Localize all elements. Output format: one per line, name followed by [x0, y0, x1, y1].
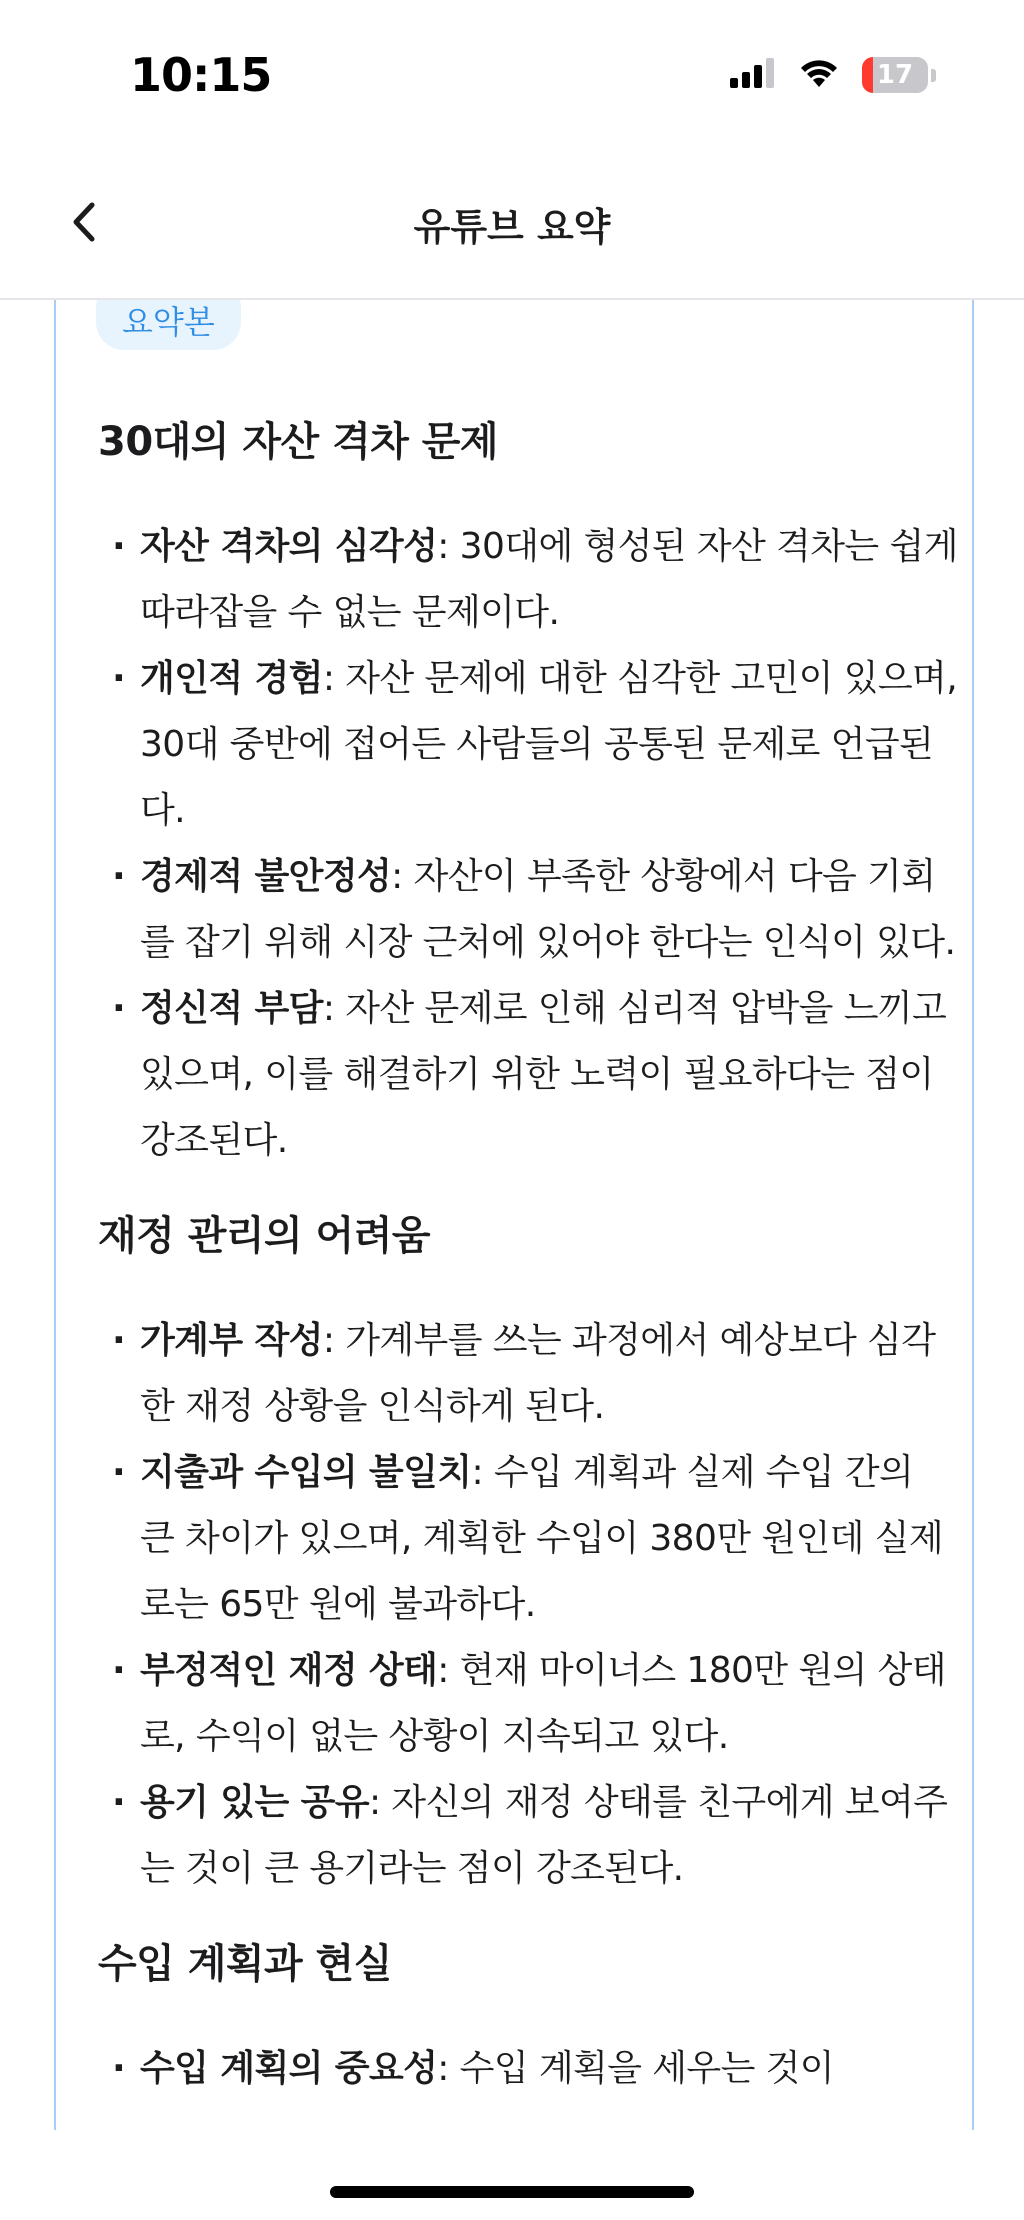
wifi-icon	[798, 57, 840, 93]
bullet-term: 경제적 불안정성	[140, 856, 392, 897]
navigation-bar	[0, 150, 1024, 300]
status-icons	[730, 52, 936, 98]
bullet-text: : 자산 문제로 인해 심리적 압박을 느끼고 있으며, 이를 해결하기 위한 노력이 필요하다는 점이 강조된다.	[140, 988, 947, 1161]
bullet-item: · 수입 계획의 중요성: 수입 계획을 세우는 것이	[112, 2048, 834, 2089]
summary-body	[98, 408, 958, 2130]
bullet-item: · 경제적 불안정성: 자산이 부족한 상황에서 다음 기회를 잡기 위해 시장 근처에 있어야 한다는 인식이 있다.	[112, 856, 956, 963]
bullet-term: 부정적인 재정 상태	[140, 1650, 438, 1691]
section-title: 수입 계획과 현실	[98, 1941, 392, 1987]
page-title: 유튜브 요약	[413, 205, 611, 249]
section-title: 재정 관리의 어려움	[98, 1213, 430, 1259]
home-indicator[interactable]	[330, 2186, 694, 2198]
battery-icon	[862, 57, 928, 93]
bullet-item: · 용기 있는 공유: 자신의 재정 상태를 친구에게 보여주는 것이 큰 용기라는 점이 강조된다.	[112, 1782, 948, 1889]
bullet-item: · 가계부 작성: 가계부를 쓰는 과정에서 예상보다 심각한 재정 상황을 인식하게 된다.	[112, 1320, 936, 1427]
bullet-text: : 자산 문제에 대한 심각한 고민이 있으며, 30대 중반에 접어든 사람들의 공통된 문제로 언급된다.	[140, 658, 958, 831]
bullet-item: · 자산 격차의 심각성: 30대에 형성된 자산 격차는 쉽게 따라잡을 수 없는 문제이다.	[112, 526, 958, 633]
bullet-item: · 부정적인 재정 상태: 현재 마이너스 180만 원의 상태로, 수익이 없는 상황이 지속되고 있다.	[112, 1650, 946, 1757]
bullet-text: : 자산이 부족한 상황에서 다음 기회를 잡기 위해 시장 근처에 있어야 한다는 인식이 있다.	[140, 856, 956, 963]
status-bar	[0, 0, 1024, 150]
bullet-item: · 지출과 수입의 불일치: 수입 계획과 실제 수입 간의 큰 차이가 있으며, 계획한 수입이 380만 원인데 실제로는 65만 원에 불과하다.	[112, 1452, 944, 1625]
bullet-term: 정신적 부담	[140, 988, 323, 1029]
section-title: 30대의 자산 격차 문제	[98, 419, 499, 465]
bullet-term: 수입 계획의 중요성	[140, 2048, 438, 2089]
bullet-text: : 가계부를 쓰는 과정에서 예상보다 심각한 재정 상황을 인식하게 된다.	[140, 1320, 936, 1427]
bullet-text: : 수입 계획과 실제 수입 간의 큰 차이가 있으며, 계획한 수입이 380만 원인데 실제로는 65만 원에 불과하다.	[140, 1452, 944, 1625]
summary-card[interactable]	[54, 300, 974, 2130]
battery-percent: 17	[876, 60, 914, 90]
bullet-term: 지출과 수입의 불일치	[140, 1452, 472, 1493]
status-time: 10:15	[130, 48, 272, 102]
bullet-item: · 개인적 경험: 자산 문제에 대한 심각한 고민이 있으며, 30대 중반에 접어든 사람들의 공통된 문제로 언급된다.	[112, 658, 958, 831]
battery-cap	[931, 69, 936, 82]
bullet-list	[98, 1308, 958, 1902]
signal-icon	[730, 58, 776, 92]
bullet-list	[98, 514, 958, 1174]
bullet-term: 자산 격차의 심각성	[140, 526, 438, 567]
summary-chip: 요약본	[96, 300, 241, 350]
bullet-term: 개인적 경험	[140, 658, 323, 699]
bullet-text: : 현재 마이너스 180만 원의 상태로, 수익이 없는 상황이 지속되고 있다.	[140, 1650, 946, 1757]
bullet-list	[98, 2036, 958, 2102]
bullet-term: 용기 있는 공유	[140, 1782, 369, 1823]
bullet-text: : 자신의 재정 상태를 친구에게 보여주는 것이 큰 용기라는 점이 강조된다.	[140, 1782, 948, 1889]
bullet-term: 가계부 작성	[140, 1320, 323, 1361]
bullet-text: : 수입 계획을 세우는 것이	[437, 2048, 834, 2089]
bullet-text: : 30대에 형성된 자산 격차는 쉽게 따라잡을 수 없는 문제이다.	[140, 526, 958, 633]
bullet-item: · 정신적 부담: 자산 문제로 인해 심리적 압박을 느끼고 있으며, 이를 해결하기 위한 노력이 필요하다는 점이 강조된다.	[112, 988, 947, 1161]
